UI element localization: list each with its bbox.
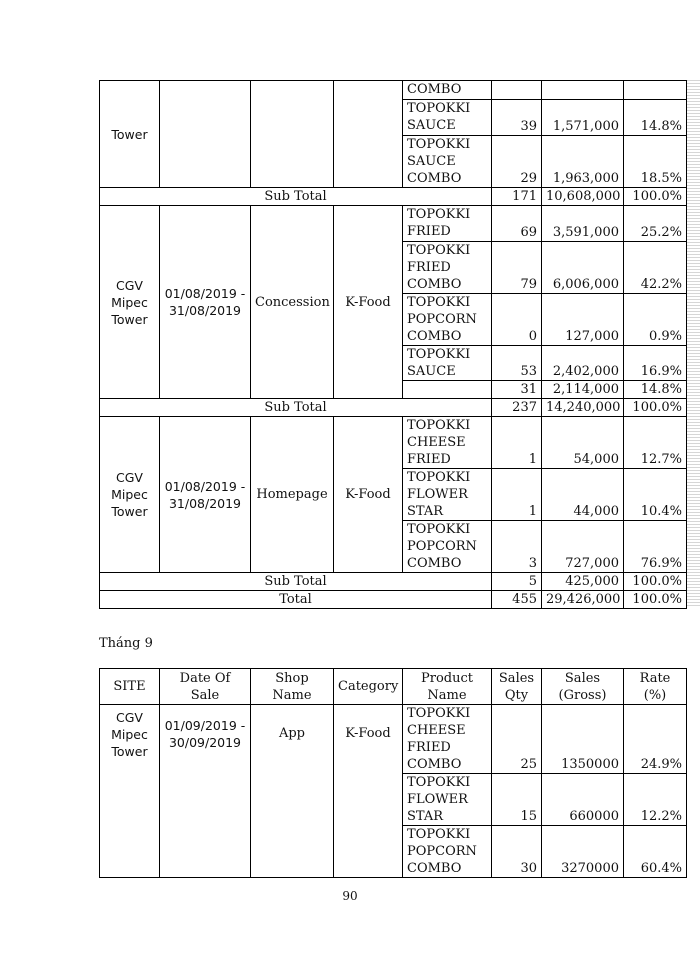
- total-sales: 29,426,000: [542, 591, 624, 609]
- product-cell: TOPOKKI FLOWER STAR: [403, 469, 492, 521]
- sales-cell: 6,006,000: [542, 242, 624, 294]
- category-cell: K-Food: [334, 417, 403, 573]
- product-cell: TOPOKKI SAUCE: [403, 346, 492, 381]
- product-cell: TOPOKKI POPCORN COMBO: [403, 294, 492, 346]
- rate-cell: 12.7%: [624, 417, 687, 469]
- rate-cell: 12.2%: [624, 774, 687, 826]
- subtotal-qty: 5: [492, 573, 542, 591]
- table-row: [100, 417, 687, 469]
- header-site: SITE: [100, 669, 160, 705]
- subtotal-label: Sub Total: [100, 188, 492, 206]
- product-cell: TOPOKKI FLOWER STAR: [403, 774, 492, 826]
- header-product: Product Name: [403, 669, 492, 705]
- rate-cell: 14.8%: [624, 381, 687, 399]
- product-cell: [403, 381, 492, 399]
- sales-cell: 2,114,000: [542, 381, 624, 399]
- product-cell: TOPOKKI POPCORN COMBO: [403, 521, 492, 573]
- rate-cell: 18.5%: [624, 136, 687, 188]
- qty-cell: 79: [492, 242, 542, 294]
- subtotal-rate: 100.0%: [624, 188, 687, 206]
- header-category: Category: [334, 669, 403, 705]
- total-qty: 455: [492, 591, 542, 609]
- sales-cell: 3270000: [542, 826, 624, 878]
- product-cell: TOPOKKI CHEESE FRIED: [403, 417, 492, 469]
- table-row: [100, 81, 687, 100]
- subtotal-row: [100, 399, 687, 417]
- month-heading: Tháng 9: [99, 636, 153, 651]
- subtotal-qty: 171: [492, 188, 542, 206]
- subtotal-sales: 425,000: [542, 573, 624, 591]
- site-cell: CGV Mipec Tower: [100, 417, 160, 573]
- september-sales-table: [99, 668, 687, 878]
- subtotal-rate: 100.0%: [624, 573, 687, 591]
- rate-cell: 76.9%: [624, 521, 687, 573]
- rate-cell: 10.4%: [624, 469, 687, 521]
- sales-cell: 127,000: [542, 294, 624, 346]
- category-cell: K-Food: [334, 705, 403, 878]
- subtotal-qty: 237: [492, 399, 542, 417]
- total-rate: 100.0%: [624, 591, 687, 609]
- sales-cell: 2,402,000: [542, 346, 624, 381]
- sales-cell: 1350000: [542, 705, 624, 774]
- subtotal-sales: 10,608,000: [542, 188, 624, 206]
- header-sales: Sales (Gross): [542, 669, 624, 705]
- product-cell: TOPOKKI FRIED: [403, 206, 492, 242]
- qty-cell: 0: [492, 294, 542, 346]
- sales-cell: [542, 81, 624, 100]
- date-cell: 01/09/2019 - 30/09/2019: [160, 705, 251, 878]
- page-number: 90: [342, 889, 358, 903]
- sales-cell: 1,963,000: [542, 136, 624, 188]
- rate-cell: 14.8%: [624, 100, 687, 136]
- subtotal-row: [100, 573, 687, 591]
- shop-cell: Concession: [251, 206, 334, 399]
- product-cell: TOPOKKI FRIED COMBO: [403, 242, 492, 294]
- category-cell: [334, 81, 403, 188]
- rate-cell: 0.9%: [624, 294, 687, 346]
- product-cell: TOPOKKI SAUCE COMBO: [403, 136, 492, 188]
- subtotal-label: Sub Total: [100, 399, 492, 417]
- subtotal-sales: 14,240,000: [542, 399, 624, 417]
- qty-cell: 69: [492, 206, 542, 242]
- header-date: Date Of Sale: [160, 669, 251, 705]
- sales-cell: 660000: [542, 774, 624, 826]
- date-cell: 01/08/2019 - 31/08/2019: [160, 417, 251, 573]
- date-cell: [160, 81, 251, 188]
- subtotal-label: Sub Total: [100, 573, 492, 591]
- rate-cell: [624, 81, 687, 100]
- header-shop: Shop Name: [251, 669, 334, 705]
- header-qty: Sales Qty: [492, 669, 542, 705]
- subtotal-row: [100, 188, 687, 206]
- product-cell: TOPOKKI POPCORN COMBO: [403, 826, 492, 878]
- product-cell: TOPOKKI CHEESE FRIED COMBO: [403, 705, 492, 774]
- sales-cell: 54,000: [542, 417, 624, 469]
- qty-cell: 25: [492, 705, 542, 774]
- sales-cell: 3,591,000: [542, 206, 624, 242]
- shop-cell: App: [251, 705, 334, 878]
- rate-cell: 24.9%: [624, 705, 687, 774]
- qty-cell: 1: [492, 469, 542, 521]
- shop-cell: Homepage: [251, 417, 334, 573]
- rate-cell: 16.9%: [624, 346, 687, 381]
- qty-cell: 31: [492, 381, 542, 399]
- august-sales-table: [99, 80, 687, 609]
- qty-cell: 29: [492, 136, 542, 188]
- qty-cell: 53: [492, 346, 542, 381]
- site-cell: Tower: [100, 81, 160, 188]
- sales-cell: 727,000: [542, 521, 624, 573]
- shop-cell: [251, 81, 334, 188]
- qty-cell: 3: [492, 521, 542, 573]
- product-cell: COMBO: [403, 81, 492, 100]
- page-edge-shading: [686, 80, 700, 606]
- qty-cell: 15: [492, 774, 542, 826]
- sales-cell: 44,000: [542, 469, 624, 521]
- total-label: Total: [100, 591, 492, 609]
- total-row: [100, 591, 687, 609]
- date-cell: 01/08/2019 - 31/08/2019: [160, 206, 251, 399]
- subtotal-rate: 100.0%: [624, 399, 687, 417]
- qty-cell: 1: [492, 417, 542, 469]
- qty-cell: [492, 81, 542, 100]
- header-row: [100, 669, 687, 705]
- table-row: [100, 705, 687, 774]
- qty-cell: 39: [492, 100, 542, 136]
- site-cell: CGV Mipec Tower: [100, 705, 160, 878]
- rate-cell: 25.2%: [624, 206, 687, 242]
- product-cell: TOPOKKI SAUCE: [403, 100, 492, 136]
- rate-cell: 60.4%: [624, 826, 687, 878]
- site-cell: CGV Mipec Tower: [100, 206, 160, 399]
- sales-cell: 1,571,000: [542, 100, 624, 136]
- category-cell: K-Food: [334, 206, 403, 399]
- rate-cell: 42.2%: [624, 242, 687, 294]
- table-row: [100, 206, 687, 242]
- qty-cell: 30: [492, 826, 542, 878]
- header-rate: Rate (%): [624, 669, 687, 705]
